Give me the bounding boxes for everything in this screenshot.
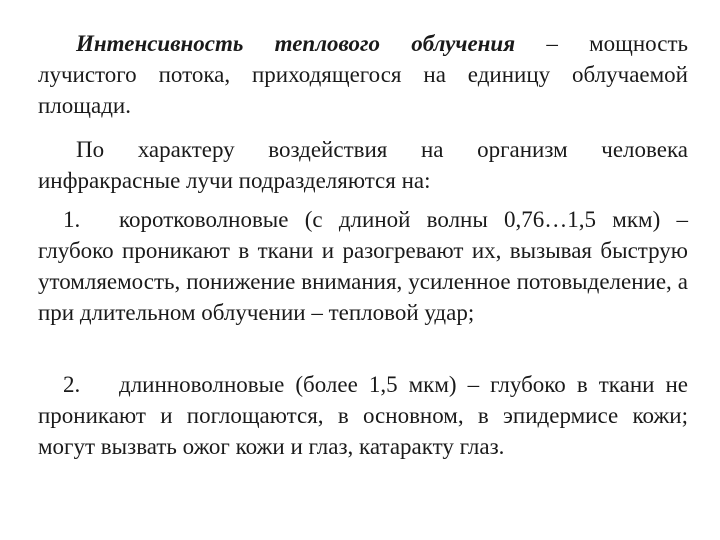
list-item [38, 204, 688, 328]
list-item [38, 369, 688, 462]
intro-paragraph [38, 134, 688, 196]
list-item-number: 1. [63, 207, 81, 232]
definition-paragraph [38, 28, 688, 121]
list-item-number: 2. [63, 372, 81, 397]
intro-text: По характеру воздействия на организм человека инфракрасные лучи подразделяются на: [38, 137, 688, 193]
list-item-text: длинноволновые (более 1,5 мкм) – глубоко в ткани не проникают и поглощаются, в основном, в эпидермисе кожи; могут вызвать ожог кожи и глаз, катаракту глаз. [38, 372, 688, 459]
definition-term: Интенсивность теплового облучения [76, 31, 516, 56]
list-item-text: коротковолновые (с длиной волны 0,76…1,5 мкм) – глубоко проникают в ткани и разогревают их, вызывая быструю утомляемость, понижение внимания, усиленное потовыделение, а при длительном облучении – тепловой удар; [38, 207, 688, 325]
definition-text: – мощность лучистого потока, приходящегося на единицу облучаемой площади. [38, 31, 688, 118]
